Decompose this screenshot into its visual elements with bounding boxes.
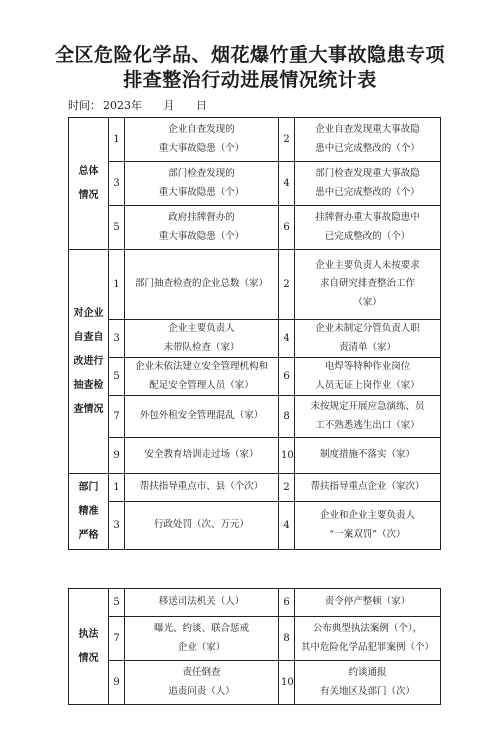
table-row: [69, 206, 441, 250]
item-description: [295, 474, 441, 502]
item-description-line: 配足安全管理人员（家）: [149, 379, 254, 391]
item-description-line: 未带队检查（家）: [163, 341, 240, 353]
item-number: 10: [279, 438, 295, 474]
item-description: [125, 589, 279, 617]
item-description-line: 政府挂牌督办的: [168, 212, 235, 224]
item-description: [125, 118, 279, 162]
section2-category-label: [69, 250, 109, 474]
item-description-line: 帮扶指导重点市、县（个次）: [139, 481, 264, 493]
item-number: 8: [279, 617, 295, 661]
item-description: [125, 206, 279, 250]
table-row: [69, 438, 441, 474]
title-line-2: 排查整治行动进展情况统计表: [123, 69, 377, 91]
table-row: [69, 320, 441, 358]
item-number: 5: [109, 358, 125, 396]
item-number: 7: [109, 617, 125, 661]
item-number: 4: [279, 162, 295, 206]
item-description: [295, 617, 441, 661]
table-row: [69, 661, 441, 705]
item-description-line: 电焊等特种作业岗位: [324, 361, 411, 373]
time-year: 2023年: [103, 99, 142, 112]
time-label: 时间：: [68, 99, 101, 112]
item-description-line: 行政处罚（次、万元）: [153, 519, 249, 531]
item-number: 3: [109, 502, 125, 550]
item-description-line: 重大事故隐患（个）: [158, 142, 245, 154]
item-number: 9: [109, 438, 125, 474]
item-description: [125, 661, 279, 705]
item-description-line: 追责问责（人）: [168, 685, 235, 697]
item-description-line: 企业和企业主要负责人: [319, 510, 415, 522]
table-row: [69, 396, 441, 438]
item-description-line: 责清单（家）: [338, 341, 396, 353]
item-number: 5: [109, 206, 125, 250]
section2-category-line: 改进行: [73, 355, 104, 367]
section4-category-line: 情况: [78, 652, 99, 664]
item-description-line: 安全教育培训走过场（家）: [144, 449, 259, 461]
item-number: 6: [279, 206, 295, 250]
section3-category-line: 严格: [78, 529, 99, 541]
section3-category-label: [69, 474, 109, 550]
item-description: [295, 661, 441, 705]
item-description: [295, 162, 441, 206]
item-description-line: 外包外租安全管理混乱（家）: [139, 410, 264, 422]
title-line-1: 全区危险化学品、烟花爆竹重大事故隐患专项: [54, 44, 445, 66]
item-number: 5: [109, 589, 125, 617]
item-number: 6: [279, 589, 295, 617]
item-description: [125, 438, 279, 474]
item-description-line: 已完成整改的（个）: [324, 230, 411, 242]
item-number: 3: [109, 162, 125, 206]
table-row: [69, 250, 441, 320]
item-description-line: 企业自查发现重大事故隐: [315, 124, 420, 136]
time-row: [68, 97, 209, 113]
item-description-line: 患中已完成整改的（个）: [315, 142, 420, 154]
item-number: 3: [109, 320, 125, 358]
item-number: 9: [109, 661, 125, 705]
item-description: [295, 589, 441, 617]
item-description: [295, 358, 441, 396]
item-number: 1: [109, 250, 125, 320]
table-row: [69, 502, 441, 550]
item-number: 4: [279, 502, 295, 550]
item-number: 1: [109, 118, 125, 162]
section3-category-line: 精准: [78, 505, 99, 517]
item-description: [295, 396, 441, 438]
item-description-line: “一案双罚”（次）: [329, 528, 406, 540]
item-description-line: 制度措施不落实（家）: [319, 449, 415, 461]
item-description-line: 工不熟悉逃生出口（家）: [315, 419, 420, 431]
item-description: [295, 118, 441, 162]
item-description-line: 患中已完成整改的（个）: [315, 186, 420, 198]
item-description-line: 求自研究排查整治工作: [319, 278, 415, 290]
table-row: [69, 358, 441, 396]
table-row: [69, 162, 441, 206]
item-number: 6: [279, 358, 295, 396]
table-row: [69, 474, 441, 502]
item-description-line: 公布典型执法案例（个），: [312, 623, 423, 635]
section3-category-line: 部门: [78, 481, 99, 493]
item-description: [295, 206, 441, 250]
section1-category-line: 总体: [78, 165, 99, 177]
item-description-line: 企业未依法建立安全管理机构和: [134, 361, 268, 373]
item-description-line: 帮扶指导重点企业（家次）: [310, 481, 425, 493]
section4-category-line: 执法: [78, 628, 99, 640]
section1-category-line: 情况: [78, 189, 99, 201]
table-row: [69, 617, 441, 661]
item-description: [295, 438, 441, 474]
table-row: [69, 589, 441, 617]
item-number: 8: [279, 396, 295, 438]
item-description: [295, 502, 441, 550]
item-description-line: 企业自查发现的: [168, 124, 235, 136]
section2-category-line: 自查自: [73, 331, 104, 343]
item-description-line: （家）: [353, 296, 382, 308]
item-number: 4: [279, 320, 295, 358]
item-description-line: 人员无证上岗作业（家）: [315, 379, 420, 391]
item-description-line: 约谈通报: [348, 667, 387, 679]
item-number: 10: [279, 661, 295, 705]
item-description-line: 部门检查发现重大事故隐: [315, 168, 420, 180]
item-number: 2: [279, 474, 295, 502]
section2-category-line: 查情况: [73, 403, 104, 415]
stats-table-lower: [68, 588, 441, 705]
item-description-line: 企业主要负责人未按要求: [315, 260, 420, 272]
item-description-line: 部门抽查检查的企业总数（家）: [134, 278, 268, 290]
item-number: 7: [109, 396, 125, 438]
item-number: 1: [109, 474, 125, 502]
item-description-line: 企业主要负责人: [168, 323, 235, 335]
item-description: [295, 320, 441, 358]
item-description-line: 有关地区及部门（次）: [319, 685, 415, 697]
item-description: [125, 358, 279, 396]
item-description-line: 部门检查发现的: [168, 168, 235, 180]
item-description-line: 曝光、约谈、联合惩戒: [153, 623, 249, 635]
item-description-line: 其中危险化学品犯罪案例（个）: [300, 641, 434, 653]
item-description-line: 企业（家）: [177, 641, 226, 653]
table-row: [69, 118, 441, 162]
item-description: [295, 250, 441, 320]
item-number: 2: [279, 118, 295, 162]
item-description: [125, 474, 279, 502]
stats-table-upper: [68, 117, 441, 550]
item-number: 2: [279, 250, 295, 320]
section2-category-line: 对企业: [73, 307, 104, 319]
item-description: [125, 250, 279, 320]
time-day: 日: [196, 99, 207, 112]
item-description-line: 企业未制定分管负责人职: [315, 323, 420, 335]
item-description: [125, 502, 279, 550]
item-description: [125, 162, 279, 206]
item-description: [125, 617, 279, 661]
item-description-line: 未按规定开展应急演练、员: [310, 401, 425, 413]
item-description-line: 重大事故隐患（个）: [158, 230, 245, 242]
item-description-line: 移送司法机关（人）: [158, 596, 245, 608]
item-description-line: 责任倒查: [182, 667, 221, 679]
item-description: [125, 396, 279, 438]
item-description-line: 重大事故隐患（个）: [158, 186, 245, 198]
item-description-line: 挂牌督办重大事故隐患中: [315, 212, 420, 224]
section1-category-label: [69, 118, 109, 250]
section4-category-label: [69, 589, 109, 705]
time-month: 月: [163, 99, 175, 112]
item-description: [125, 320, 279, 358]
section2-category-line: 抽查检: [73, 379, 104, 391]
item-description-line: 责令停产整顿（家）: [324, 596, 411, 608]
